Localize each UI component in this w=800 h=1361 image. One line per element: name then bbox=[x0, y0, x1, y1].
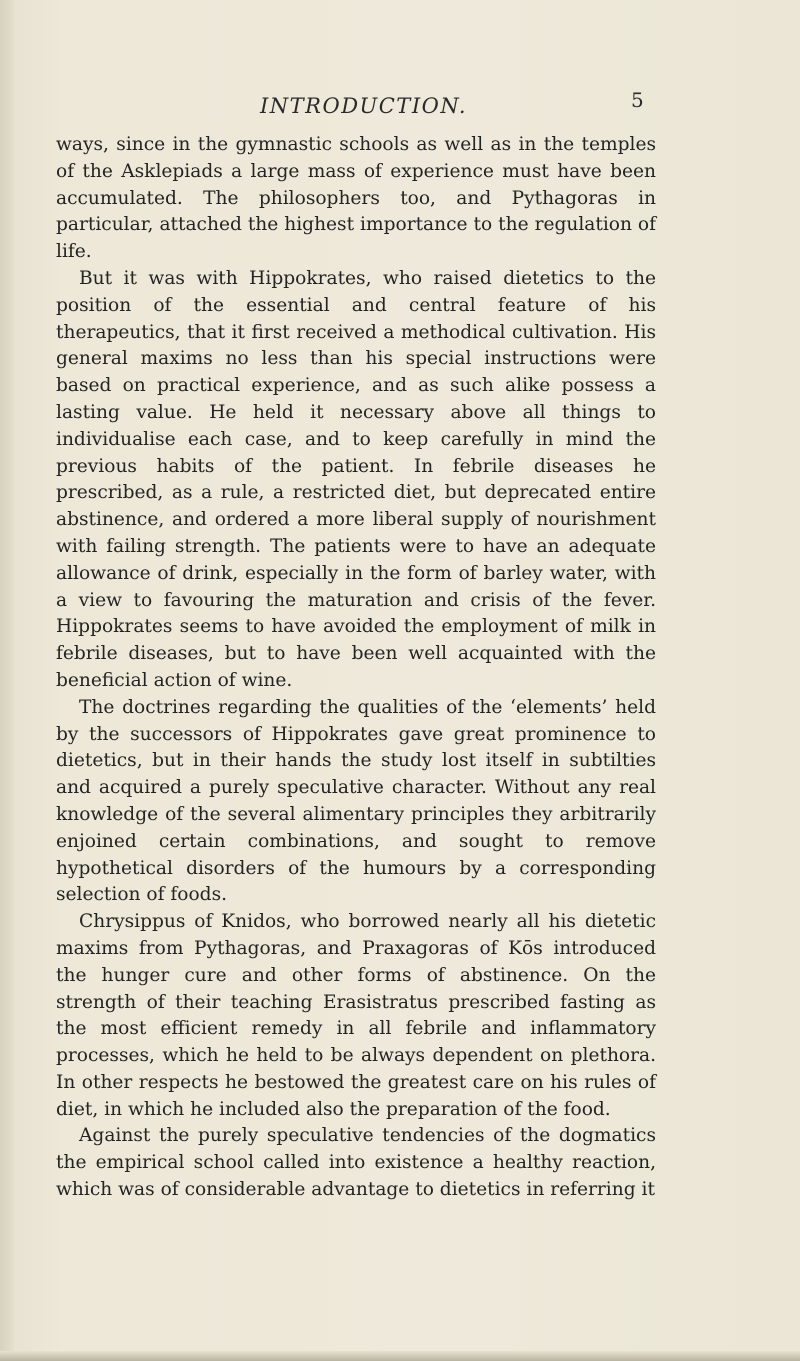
paragraph-4: Chrysippus of Knidos, who borrowed nearly all his dietetic maxims from Pythagoras, and Praxagoras of Kōs introduced the hunger cure and other forms of abstinence. On the strength of their teaching Erasistratus prescribed fasting as the most efficient remedy in all febrile and inflammatory processes, which he held to be always dependent on plethora. In other respects he bestowed the greatest care on his rules of diet, in which he included also the preparation of the food. bbox=[56, 911, 656, 1120]
paragraph-2: But it was with Hippokrates, who raised dietetics to the position of the essential and central feature of his therapeutics, that it first received a methodical cultivation. His general maxims no less than his special instructions were based on practical experience, and as such alike possess a lasting value. He held it necessary above all things to individualise each case, and to keep carefully in mind the previous habits of the patient. In febrile diseases he prescribed, as a rule, a restricted diet, but deprecated entire abstinence, and ordered a more liberal supply of nourishment with failing strength. The patients were to have an adequate allowance of drink, especially in the form of barley water, with a view to favouring the maturation and crisis of the fever. Hippokrates seems to have avoided the employment of milk in febrile diseases, but to have been well acquainted with the beneficial action of wine. bbox=[56, 267, 656, 691]
paragraph-1: ways, since in the gymnastic schools as well as in the temples of the Asklepiads a large mass of experience must have been accumulated. The philosophers too, and Pythagoras in particular, attached the highest importance to the regulation of life. bbox=[56, 134, 656, 263]
running-title: INTRODUCTION. bbox=[260, 94, 468, 118]
page-bottom-edge bbox=[0, 1351, 800, 1361]
body-text bbox=[56, 132, 656, 1204]
paragraph-5: Against the purely speculative tendencies of the dogmatics the empirical school called into existence a healthy reaction, which was of considerable advantage to dietetics in referring it bbox=[56, 1125, 656, 1201]
running-head bbox=[0, 88, 800, 124]
paragraph-3: The doctrines regarding the qualities of the ‘elements’ held by the successors of Hippokrates gave great prominence to dietetics, but in their hands the study lost itself in subtilties and acquired a purely speculative character. Without any real knowledge of the several alimentary principles they arbitrarily enjoined certain combinations, and sought to remove hypothetical disorders of the humours by a corresponding selection of foods. bbox=[56, 696, 656, 906]
page-number: 5 bbox=[631, 88, 644, 112]
page-gutter-shadow bbox=[0, 0, 14, 1361]
